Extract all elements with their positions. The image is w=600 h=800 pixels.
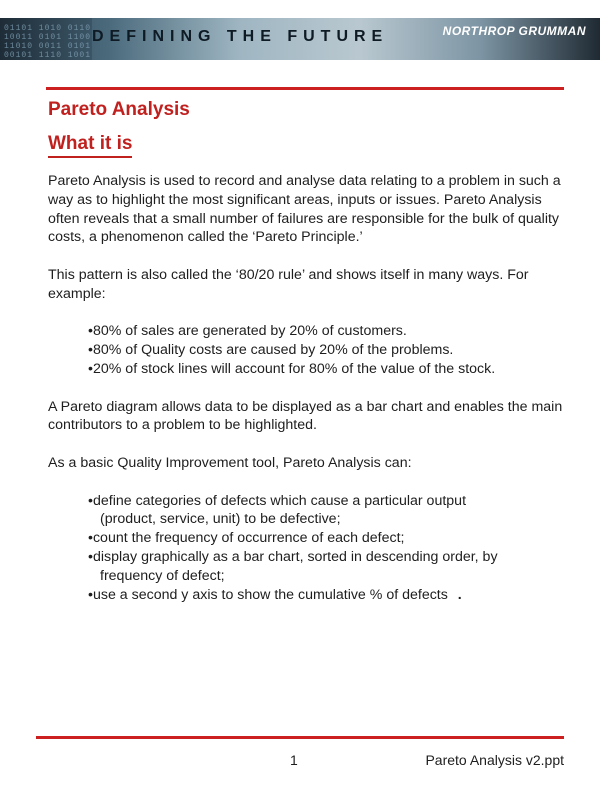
list-item-text: •define categories of defects which cause a particular output — [88, 492, 467, 509]
list-item: •20% of stock lines will account for 80% of the value of the stock. — [88, 360, 496, 377]
list-item — [48, 492, 568, 530]
banner-graphic — [0, 18, 92, 60]
section-heading: What it is — [48, 133, 132, 158]
slide-title: Pareto Analysis — [48, 99, 190, 120]
company-logo: NORTHROP GRUMMAN — [442, 24, 586, 38]
examples-list — [48, 322, 568, 378]
list-item — [48, 529, 568, 548]
list-item-text: •use a second y axis to show the cumulative % of defects — [88, 586, 448, 603]
banner-code-texture: 01101 1010 0110 10011 0101 1100 11010 0011 0101 00101 1110 1001 — [4, 24, 92, 60]
pattern-paragraph: This pattern is also called the ‘80/20 rule’ and shows itself in many ways. For example: — [48, 266, 529, 302]
intro-paragraph: Pareto Analysis is used to record and analyse data relating to a problem in such a way as to highlight the most significant areas, inputs or issues. Pareto Analysis often reveals that a small number of failures are responsible for the bulk of quality costs, a phenomenon called the ‘Pareto Principle.’ — [48, 173, 561, 246]
list-item: •80% of sales are generated by 20% of customers. — [88, 323, 407, 340]
diagram-paragraph: A Pareto diagram allows data to be displayed as a bar chart and enables the main contributors to a problem to be highlighted. — [48, 398, 563, 434]
list-item-continuation: frequency of defect; — [100, 567, 225, 584]
tool-paragraph: As a basic Quality Improvement tool, Pareto Analysis can: — [48, 454, 412, 471]
capabilities-list — [48, 492, 568, 605]
page-number: 1 — [290, 752, 298, 768]
list-item: •80% of Quality costs are caused by 20% of the problems. — [88, 342, 454, 359]
list-item — [48, 586, 568, 605]
header-tagline: DEFINING THE FUTURE — [92, 28, 389, 45]
top-divider — [46, 87, 564, 90]
trailing-dot: . — [457, 586, 462, 603]
list-item-continuation: (product, service, unit) to be defective; — [100, 511, 341, 528]
footer-filename: Pareto Analysis v2.ppt — [425, 752, 564, 768]
list-item-text: •display graphically as a bar chart, sorted in descending order, by — [88, 548, 498, 565]
slide-body — [48, 172, 568, 604]
list-item-text: •count the frequency of occurrence of each defect; — [88, 530, 405, 547]
bottom-divider — [36, 736, 564, 739]
list-item — [48, 548, 568, 586]
header-banner — [0, 18, 600, 60]
